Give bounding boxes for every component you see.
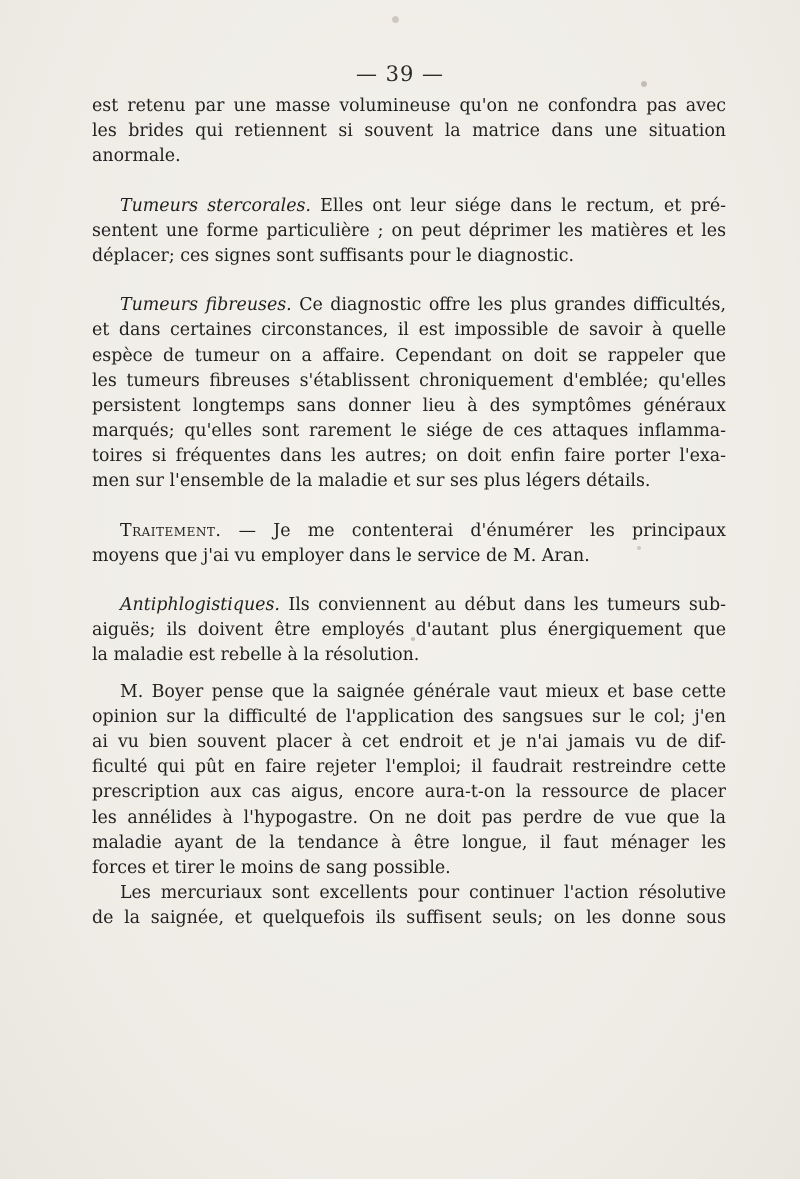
text-line: déplacer; ces signes sont suffisants pour le diagnostic. (92, 245, 574, 266)
text-fragment: Elles ont leur siége dans le rectum, et pré- (310, 195, 726, 216)
text-line: persistent longtemps sans donner lieu à des symptômes généraux (92, 395, 726, 416)
text-line: les brides qui retiennent si souvent la matrice dans une situation (92, 121, 726, 142)
page-body (92, 94, 726, 931)
text-line: espèce de tumeur on a affaire. Cependant on doit se rappeler que (92, 345, 726, 366)
text-line: est retenu par une masse volumineuse qu'on ne confondra pas avec (92, 96, 726, 116)
text-line: Les mercuriaux sont excellents pour continuer l'action résolutive (120, 883, 726, 904)
text-line: sentent une forme particulière ; on peut déprimer les matières et les (92, 220, 726, 241)
text-line: anormale. (92, 146, 181, 167)
text-line: de la saignée, et quelquefois ils suffisent seuls; on les donne sous (92, 908, 726, 929)
text-line: ficulté qui pût en faire rejeter l'emploi; il faudrait restreindre cette (92, 757, 726, 778)
text-line: opinion sur la difficulté de l'application des sangsues sur le col; j'en (92, 706, 726, 727)
text-line: toires si fréquentes dans les autres; on doit enfin faire porter l'exa- (92, 446, 726, 467)
text-line: moyens que j'ai vu employer dans le service de M. Aran. (92, 545, 590, 566)
section-heading: Antiphlogistiques. (120, 595, 280, 615)
paragraph-fibreuses (92, 293, 726, 318)
text-fragment: Ce diagnostic offre les plus grandes difficultés, (291, 295, 726, 316)
text-line: maladie ayant de la tendance à être longue, il faut ménager les (92, 832, 726, 853)
paper-spot (392, 16, 399, 23)
page-number: — 39 — (355, 62, 445, 86)
text-line: ai vu bien souvent placer à cet endroit et je n'ai jamais vu de dif- (92, 731, 726, 752)
text-line: forces et tirer le moins de sang possible. (92, 857, 451, 878)
text-line: les tumeurs fibreuses s'établissent chroniquement d'emblée; qu'elles (92, 370, 726, 391)
section-heading: Tumeurs fibreuses. (120, 295, 292, 316)
text-line: marqués; qu'elles sont rarement le siége de ces attaques inflamma- (92, 421, 726, 442)
paragraph-traitement (92, 519, 726, 544)
text-line: et dans certaines circonstances, il est impossible de savoir à quelle (92, 320, 726, 341)
text-fragment: Ils conviennent au début dans les tumeurs sub- (279, 595, 726, 615)
section-heading: Traitement. (120, 520, 222, 541)
text-line: la maladie est rebelle à la résolution. (92, 645, 420, 666)
paragraph-stercorales (92, 194, 726, 219)
section-heading: Tumeurs stercorales. (120, 195, 311, 216)
text-line: prescription aux cas aigus, encore aura-t-on la ressource de placer (92, 782, 726, 803)
paragraph-antiphlogistiques (92, 593, 726, 618)
text-line: men sur l'ensemble de la maladie et sur ses plus légers détails. (92, 471, 651, 492)
text-line: M. Boyer pense que la saignée générale vaut mieux et base cette (120, 681, 726, 702)
text-line: aiguës; ils doivent être employés d'autant plus énergiquement que (92, 620, 726, 641)
text-fragment: — Je me contenterai d'énumérer les principaux (221, 520, 726, 541)
text-line: les annélides à l'hypogastre. On ne doit pas perdre de vue que la (92, 807, 726, 828)
